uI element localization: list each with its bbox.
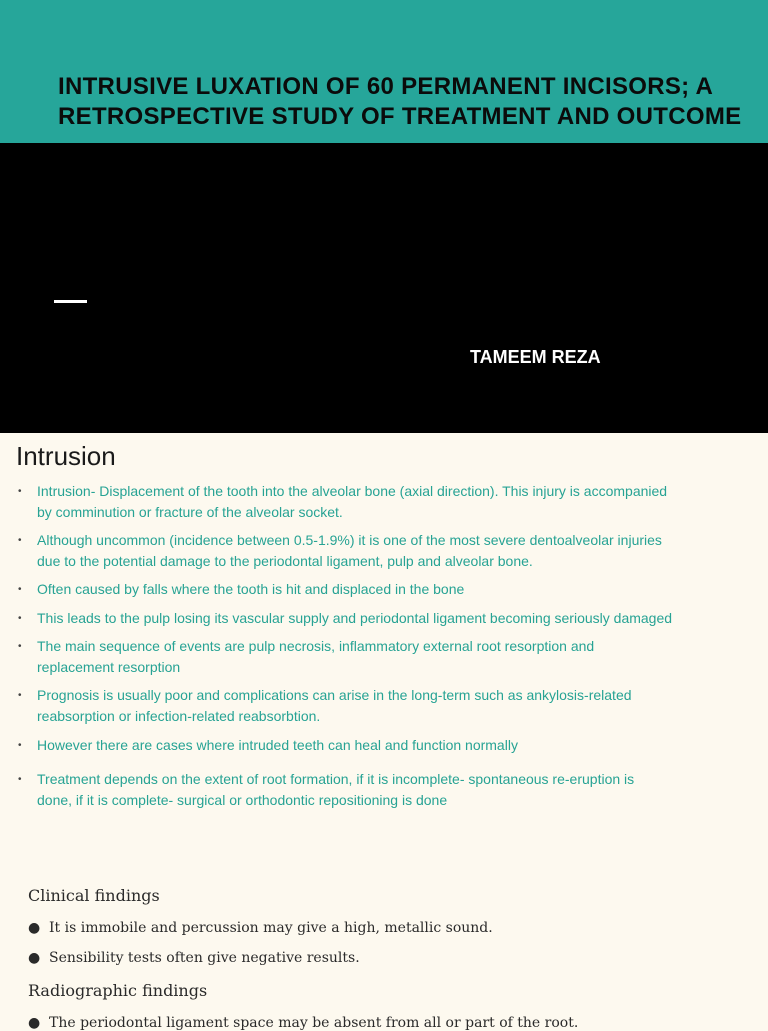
bullet-text: replacement resorption [37, 659, 181, 675]
bullet-dot-icon: ● [28, 1015, 41, 1031]
slide-title-line-2: RETROSPECTIVE STUDY OF TREATMENT AND OUTCOME [58, 103, 742, 130]
intrusion-slide [0, 433, 768, 1031]
bullet-text: due to the potential damage to the periodontal ligament, pulp and alveolar bone. [37, 553, 533, 569]
bullet-text: This leads to the pulp losing its vascular supply and periodontal ligament becoming seriously damaged [37, 610, 673, 626]
bullet-dot-icon: • [18, 613, 22, 624]
bullet-text: Intrusion- Displacement of the tooth into the alveolar bone (axial direction). This injury is accompanied [37, 483, 668, 499]
accent-dash [54, 300, 87, 303]
radiographic-findings-heading: Radiographic findings [28, 981, 208, 1000]
radiographic-finding-text: The periodontal ligament space may be absent from all or part of the root. [49, 1015, 579, 1031]
bullet-text: Although uncommon (incidence between 0.5-1.9%) it is one of the most severe dentoalveolar injuries [37, 532, 662, 548]
clinical-findings-heading: Clinical findings [28, 886, 160, 905]
bullet-text: Treatment depends on the extent of root formation, if it is incomplete- spontaneous re-eruption is [37, 771, 635, 787]
bullet-dot-icon: ● [28, 950, 41, 966]
clinical-finding-text: It is immobile and percussion may give a high, metallic sound. [49, 920, 493, 936]
author-name: TAMEEM REZA [470, 347, 601, 367]
slide-title [58, 72, 748, 132]
bullet-text: Often caused by falls where the tooth is hit and displaced in the bone [37, 581, 465, 597]
bullet-text: by comminution or fracture of the alveolar socket. [37, 504, 343, 520]
bullet-dot-icon: • [18, 774, 22, 785]
clinical-finding-text: Sensibility tests often give negative results. [49, 950, 360, 966]
title-slide [0, 0, 768, 433]
bullet-text: reabsorption or infection-related reabsorbtion. [37, 708, 321, 724]
bullet-dot-icon: • [18, 535, 22, 546]
bullet-dot-icon: • [18, 641, 22, 652]
bullet-dot-icon: ● [28, 920, 41, 936]
slide-title-line-1: INTRUSIVE LUXATION OF 60 PERMANENT INCISORS; A [58, 73, 714, 100]
bullet-text: done, if it is complete- surgical or orthodontic repositioning is done [37, 792, 448, 808]
section-heading: Intrusion [16, 441, 116, 471]
bullet-dot-icon: • [18, 740, 22, 751]
bullet-dot-icon: • [18, 690, 22, 701]
bullet-dot-icon: • [18, 486, 22, 497]
bullet-text: The main sequence of events are pulp necrosis, inflammatory external root resorption and [37, 638, 595, 654]
bullet-text: Prognosis is usually poor and complications can arise in the long-term such as ankylosis-related [37, 687, 632, 703]
bullet-text: However there are cases where intruded teeth can heal and function normally [37, 737, 518, 753]
bullet-dot-icon: • [18, 584, 22, 595]
